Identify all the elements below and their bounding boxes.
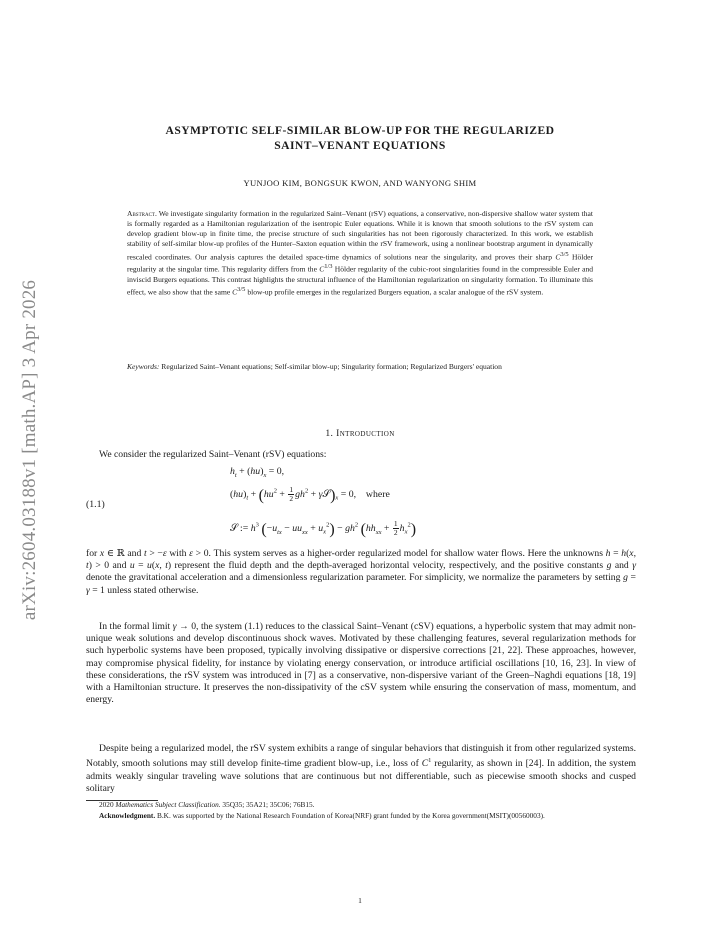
footnote-msc: 2020 Mathematics Subject Classification. 35Q35; 35A21; 35C06; 76B15. <box>99 800 315 809</box>
keywords-label: Keywords: <box>127 362 160 371</box>
abstract: Abstract. We investigate singularity formation in the regularized Saint–Venant (rSV) equations, a conservative, non-dispersive shallow water system that is formally regarded as a Hamiltonian regularization of the isentropic Euler equations. While it is known that smooth solutions to the rSV system can develop gradient blow-up in finite time, the precise structure of such singularities has not been rigorously characterized. In this work, we establish stability of self-similar blow-up profiles of the Hunter–Saxton equation within the rSV framework, using a nonlinear bootstrap argument in dynamically rescaled coordinates. Our analysis captures the detailed space-time dynamics of solutions near the singularity, and proves their sharp $C^{3/5}$ Hölder regularity at the singular time. This regularity differs from the $C^{1/3}$ Hölder regularity of the cubic-root singularities found in the compressible Euler and inviscid Burgers equations. This contrast highlights the structural influence of the Hamiltonian regularization on singularity formation. To illuminate this effect, we also show that the same $C^{3/5}$ blow-up profile emerges in the regularized Burgers equation, a scalar analogue of the rSV system. <box>127 209 593 297</box>
equation-line-2: $(hu)_t + (hu^2$ + $\frac{1}{2}$ $gh^2$ + $\gamma 𝒮)_x = 0$, where <box>230 485 390 504</box>
equation-where: where <box>365 488 390 500</box>
equation-line-1: $h_t + (hu)_x = 0$, <box>230 466 285 479</box>
arxiv-side-stamp: arXiv:2604.03188v1 [math.AP] 3 Apr 2026 <box>19 279 40 621</box>
title-line-1: ASYMPTOTIC SELF-SIMILAR BLOW-UP FOR THE REGULARIZED <box>165 124 555 137</box>
footnote-acknowledgment: Acknowledgment. B.K. was supported by the National Research Foundation of Korea(NRF) grant funded by the Korea government(MSIT)(00560003). <box>99 811 545 820</box>
intro-sentence: We consider the regularized Saint–Venant (rSV) equations: <box>99 449 327 460</box>
author-list: YUNJOO KIM, BONGSUK KWON, AND WANYONG SHIM <box>243 178 477 188</box>
equation-line-3: 𝒮 := $h^3$ $(-u_{tx} - uu_{xx} + u_x^2) - gh^2$ ($hh_{xx}$ + $\frac{1}{2}$ $h_x^2$) <box>230 519 417 538</box>
section-heading: 1. Introduction <box>325 428 395 439</box>
keywords: Keywords: Regularized Saint–Venant equations; Self-similar blow-up; Singularity formation; Regularized Burgers' equation <box>127 362 502 371</box>
acknowledgment-label: Acknowledgment. <box>99 811 156 820</box>
equation-number: (1.1) <box>86 499 105 510</box>
paragraph-2: In the formal limit γ → 0, the system (1.1) reduces to the classical Saint–Venant (cSV) equations, a hyperbolic system that may admit non-unique weak solutions and develop discontinuous shock waves. Motivated by these challenging features, several regularization methods for such hyperbolic systems have been proposed, typically involving dissipative or dispersive corrections [21, 22]. These approaches, however, may compromise physical fidelity, for instance by violating energy conservation, or introduce artificial oscillations [10, 16, 23]. In view of these considerations, the rSV system was introduced in [7] as a conservative, non-dispersive variant of the Green–Naghdi equations [18, 19] with a Hamiltonian structure. It preserves the non-dissipativity of the cSV system while ensuring the conservation of mass, momentum, and energy. <box>86 621 636 706</box>
paragraph-3: Despite being a regularized model, the rSV system exhibits a range of singular behaviors that distinguish it from other regularized systems. Notably, smooth solutions may still develop finite-time gradient blow-up, i.e., loss of $C^1$ regularity, as shown in [24]. In addition, the system admits weakly singular traveling wave solutions that are continuous but not differentiable, such as piecewise smooth shocks and cusped solitary <box>86 743 636 794</box>
abstract-label: Abstract. <box>127 209 157 218</box>
paragraph-1: for x ∈ ℝ and t > −ε with ε > 0. This system serves as a higher-order regularized model for shallow water flows. Here the unknowns h = h(x, t) > 0 and u = u(x, t) represent the fluid depth and the depth-averaged horizontal velocity, respectively, and the positive constants g and γ denote the gravitational acceleration and a dimensionless regularization parameter. For simplicity, we normalize the parameters by setting g = γ = 1 unless stated otherwise. <box>86 548 636 596</box>
page-number: 1 <box>358 896 362 905</box>
paper-title <box>84 123 636 153</box>
title-line-2: SAINT–VENANT EQUATIONS <box>274 139 446 152</box>
